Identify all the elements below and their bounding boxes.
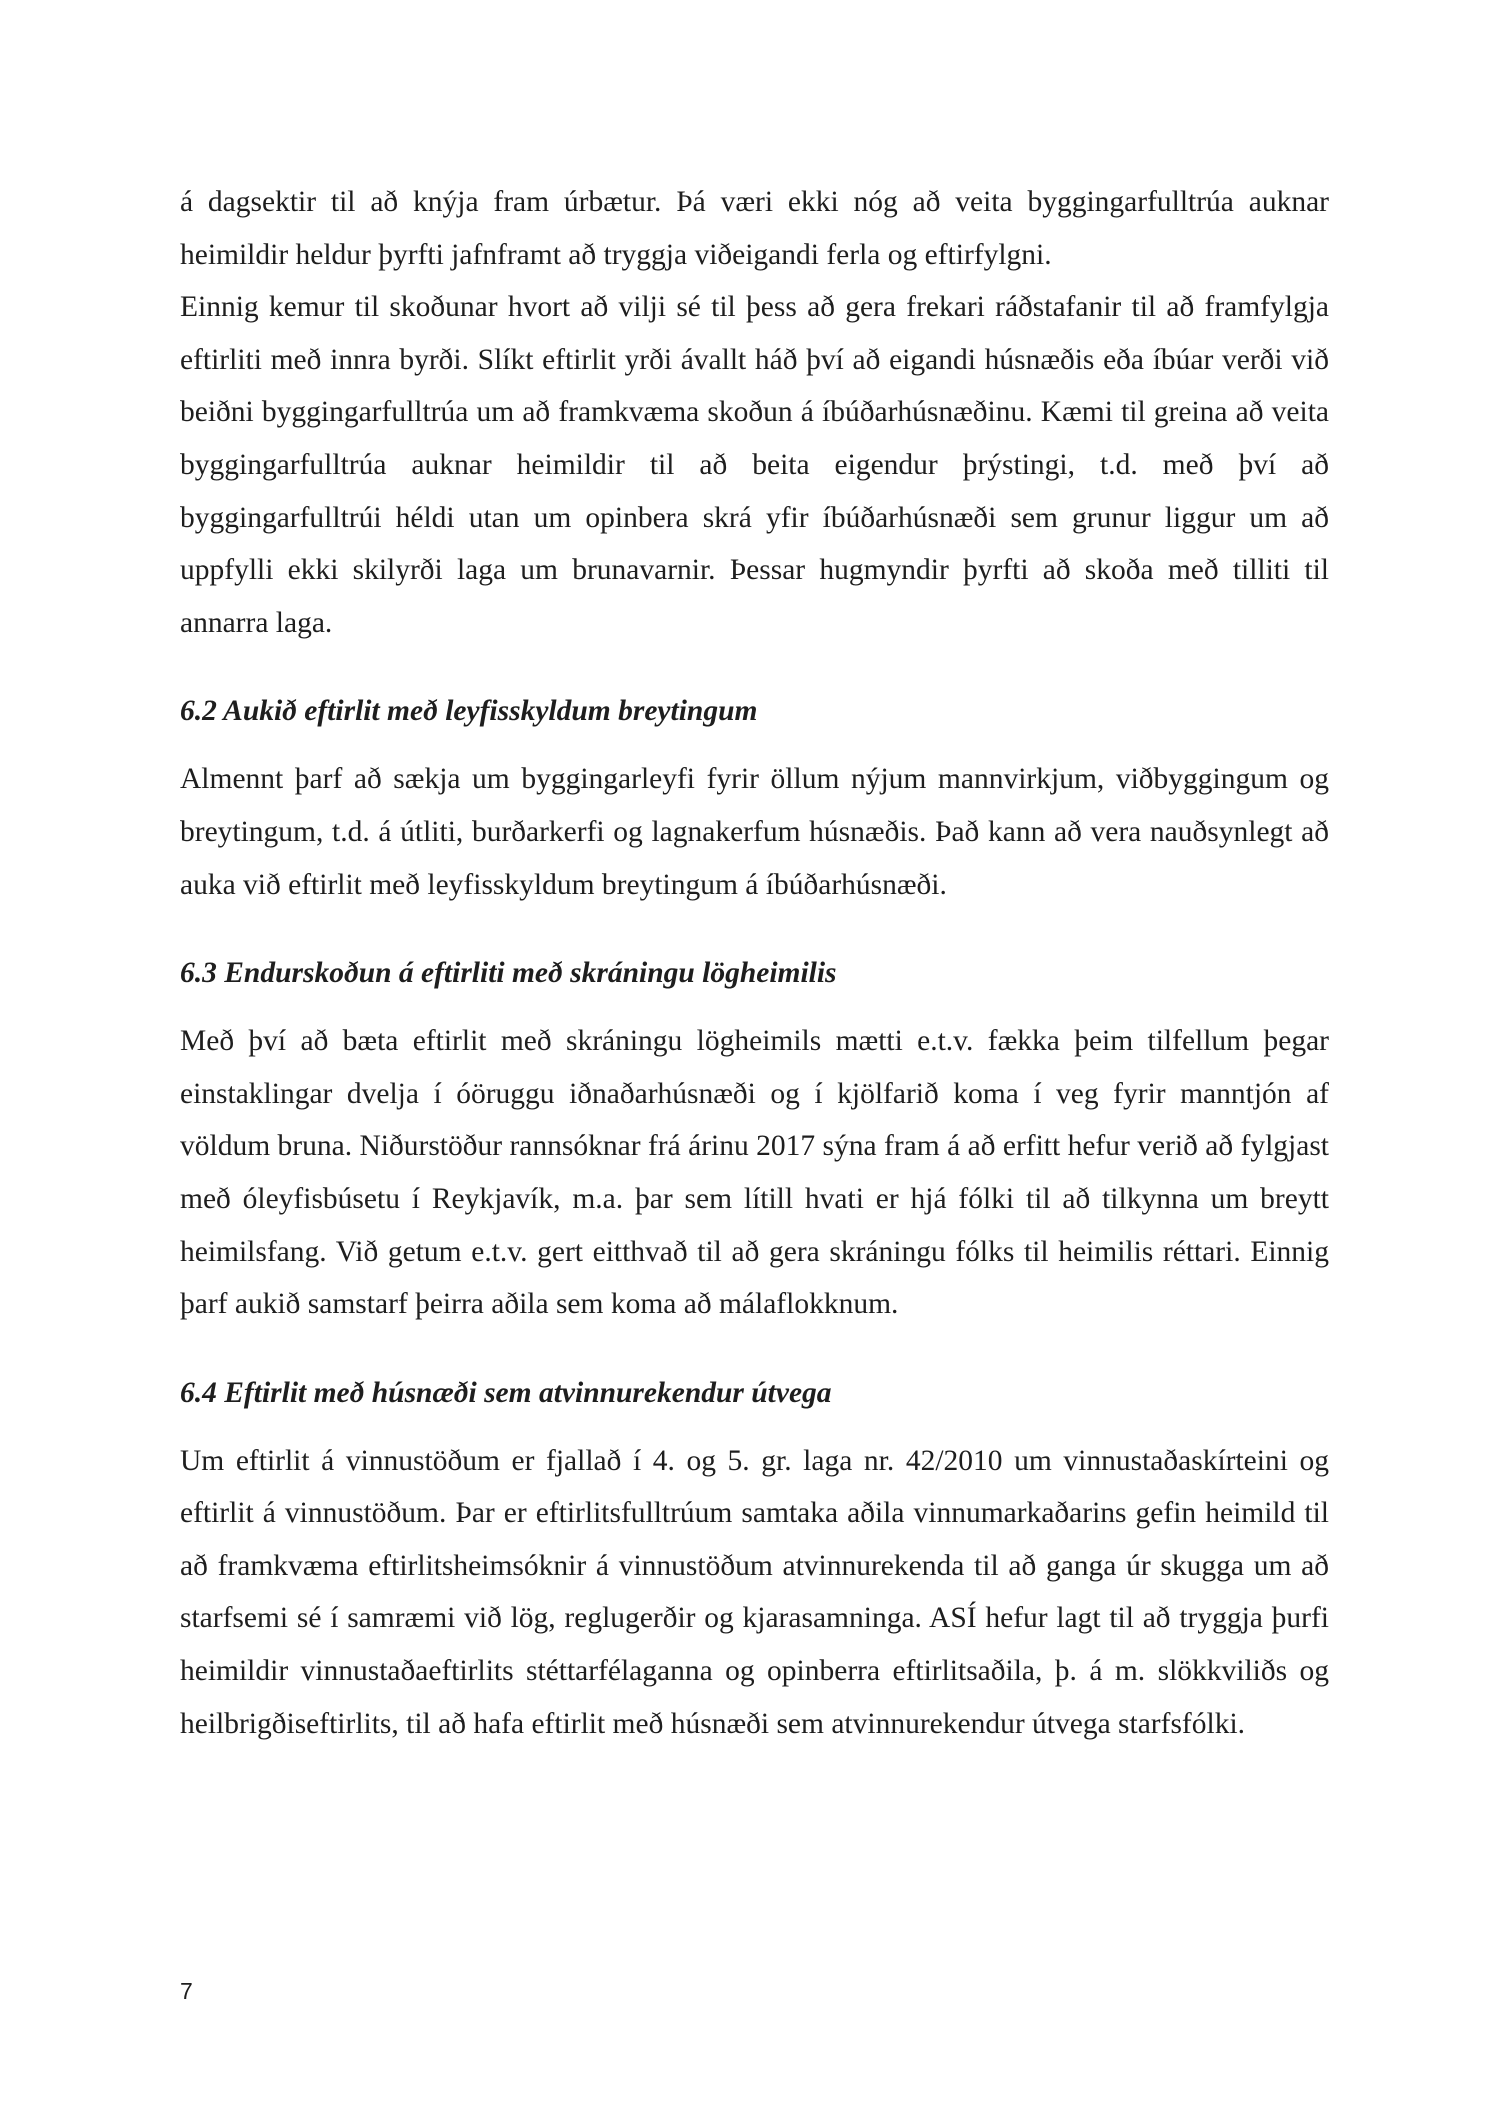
section-body-6-4: Um eftirlit á vinnustöðum er fjallað í 4. og 5. gr. laga nr. 42/2010 um vinnustaðaskírteini og eftirlit á vinnustöðum. Þar er eftirlitsfulltrúum samtaka aðila vinnumarkaðarins gefin heimild til að framkvæma eftirlitsheimsóknir á vinnustöðum atvinnurekenda til að ganga úr skugga um að starfsemi sé í samræmi við lög, reglugerðir og kjarasamninga. ASÍ hefur lagt til að tryggja þurfi heimildir vinnustaðaeftirlits stéttarfélaganna og opinberra eftirlitsaðila, þ. á m. slökkviliðs og heilbrigðiseftirlits, til að hafa eftirlit með húsnæði sem atvinnurekendur útvega starfsfólki. [180, 1444, 1329, 1740]
page-number: 7 [180, 1978, 193, 2004]
paragraph-intro-continuation: á dagsektir til að knýja fram úrbætur. Þá væri ekki nóg að veita byggingarfulltrúa auknar heimildir heldur þyrfti jafnframt að tryggja viðeigandi ferla og eftirfylgni. [180, 186, 1329, 271]
section-heading-6-4: 6.4 Eftirlit með húsnæði sem atvinnurekendur útvega [180, 1376, 832, 1409]
section-body-6-3: Með því að bæta eftirlit með skráningu lögheimils mætti e.t.v. fækka þeim tilfellum þegar einstaklingar dvelja í óöruggu iðnaðarhúsnæði og í kjölfarið koma í veg fyrir manntjón af völdum bruna. Niðurstöður rannsóknar frá árinu 2017 sýna fram á að erfitt hefur verið að fylgjast með óleyfisbúsetu í Reykjavík, m.a. þar sem lítill hvati er hjá fólki til að tilkynna um breytt heimilsfang. Við getum e.t.v. gert eitthvað til að gera skráningu fólks til heimilis réttari. Einnig þarf aukið samstarf þeirra aðila sem koma að málaflokknum. [180, 1025, 1329, 1321]
section-heading-6-3: 6.3 Endurskoðun á eftirliti með skráningu lögheimilis [180, 957, 837, 990]
section-body-6-2: Almennt þarf að sækja um byggingarleyfi fyrir öllum nýjum mannvirkjum, viðbyggingum og breytingum, t.d. á útliti, burðarkerfi og lagnakerfum húsnæðis. Það kann að vera nauðsynlegt að auka við eftirlit með leyfisskyldum breytingum á íbúðarhúsnæði. [180, 763, 1329, 901]
paragraph-intro-second: Einnig kemur til skoðunar hvort að vilji sé til þess að gera frekari ráðstafanir til að framfylgja eftirliti með innra byrði. Slíkt eftirlit yrði ávallt háð því að eigandi húsnæðis eða íbúar verði við beiðni byggingarfulltrúa um að framkvæma skoðun á íbúðarhúsnæðinu. Kæmi til greina að veita byggingarfulltrúa auknar heimildir til að beita eigendur þrýstingi, t.d. með því að byggingarfulltrúi héldi utan um opinbera skrá yfir íbúðarhúsnæði sem grunur liggur um að uppfylli ekki skilyrði laga um brunavarnir. Þessar hugmyndir þyrfti að skoða með tilliti til annarra laga. [180, 291, 1329, 639]
page-content [180, 176, 1329, 1750]
section-heading-6-2: 6.2 Aukið eftirlit með leyfisskyldum breytingum [180, 695, 758, 728]
